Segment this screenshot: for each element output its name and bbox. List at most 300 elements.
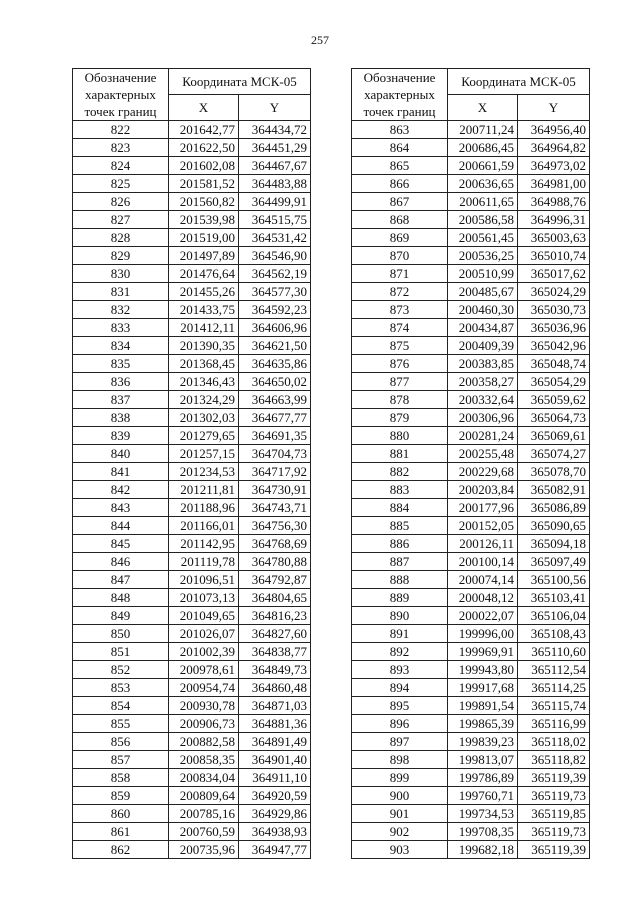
table-row bbox=[73, 499, 311, 517]
x-column-header: X bbox=[169, 95, 239, 121]
table-row bbox=[352, 751, 590, 769]
point-label-cell: 863 bbox=[352, 121, 448, 139]
y-value-cell: 364881,36 bbox=[239, 715, 311, 733]
point-label-cell: 857 bbox=[73, 751, 169, 769]
y-column-header: Y bbox=[518, 95, 590, 121]
point-label-cell: 830 bbox=[73, 265, 169, 283]
point-label-cell: 901 bbox=[352, 805, 448, 823]
y-value-cell: 365103,41 bbox=[518, 589, 590, 607]
x-value-cell: 200735,96 bbox=[169, 841, 239, 859]
table-row bbox=[352, 175, 590, 193]
x-value-cell: 200306,96 bbox=[448, 409, 518, 427]
point-label-cell: 899 bbox=[352, 769, 448, 787]
x-value-cell: 200229,68 bbox=[448, 463, 518, 481]
point-label-cell: 894 bbox=[352, 679, 448, 697]
x-value-cell: 201002,39 bbox=[169, 643, 239, 661]
y-value-cell: 364988,76 bbox=[518, 193, 590, 211]
x-value-cell: 200255,48 bbox=[448, 445, 518, 463]
point-label-cell: 891 bbox=[352, 625, 448, 643]
coordinates-table-left bbox=[72, 68, 311, 859]
point-label-cell: 827 bbox=[73, 211, 169, 229]
y-value-cell: 364849,73 bbox=[239, 661, 311, 679]
point-label-cell: 871 bbox=[352, 265, 448, 283]
table-row bbox=[352, 265, 590, 283]
point-label-cell: 881 bbox=[352, 445, 448, 463]
table-row bbox=[352, 445, 590, 463]
point-label-cell: 855 bbox=[73, 715, 169, 733]
table-row bbox=[73, 247, 311, 265]
point-label-cell: 892 bbox=[352, 643, 448, 661]
y-value-cell: 364592,23 bbox=[239, 301, 311, 319]
table-row bbox=[352, 661, 590, 679]
y-value-cell: 364929,86 bbox=[239, 805, 311, 823]
y-value-cell: 365074,27 bbox=[518, 445, 590, 463]
x-value-cell: 200048,12 bbox=[448, 589, 518, 607]
x-value-cell: 199865,39 bbox=[448, 715, 518, 733]
table-row bbox=[73, 193, 311, 211]
x-value-cell: 201026,07 bbox=[169, 625, 239, 643]
point-label-cell: 886 bbox=[352, 535, 448, 553]
y-value-cell: 365010,74 bbox=[518, 247, 590, 265]
point-label-cell: 889 bbox=[352, 589, 448, 607]
point-label-cell: 846 bbox=[73, 553, 169, 571]
x-value-cell: 200978,61 bbox=[169, 661, 239, 679]
table-row bbox=[73, 715, 311, 733]
x-value-cell: 200586,58 bbox=[448, 211, 518, 229]
y-value-cell: 365119,39 bbox=[518, 769, 590, 787]
table-row bbox=[73, 337, 311, 355]
table-row bbox=[352, 733, 590, 751]
y-value-cell: 364938,93 bbox=[239, 823, 311, 841]
y-value-cell: 364743,71 bbox=[239, 499, 311, 517]
y-value-cell: 364792,87 bbox=[239, 571, 311, 589]
y-value-cell: 365090,65 bbox=[518, 517, 590, 535]
point-label-cell: 900 bbox=[352, 787, 448, 805]
x-value-cell: 201412,11 bbox=[169, 319, 239, 337]
table-row bbox=[352, 463, 590, 481]
point-label-cell: 869 bbox=[352, 229, 448, 247]
point-label-cell: 847 bbox=[73, 571, 169, 589]
table-row bbox=[73, 787, 311, 805]
x-value-cell: 200882,58 bbox=[169, 733, 239, 751]
y-value-cell: 365003,63 bbox=[518, 229, 590, 247]
table-row bbox=[73, 445, 311, 463]
point-label-cell: 854 bbox=[73, 697, 169, 715]
y-value-cell: 364621,50 bbox=[239, 337, 311, 355]
x-value-cell: 201211,81 bbox=[169, 481, 239, 499]
x-value-cell: 201119,78 bbox=[169, 553, 239, 571]
x-value-cell: 200485,67 bbox=[448, 283, 518, 301]
x-value-cell: 201519,00 bbox=[169, 229, 239, 247]
y-value-cell: 364677,77 bbox=[239, 409, 311, 427]
table-row bbox=[352, 427, 590, 445]
table-row bbox=[352, 679, 590, 697]
point-label-cell: 862 bbox=[73, 841, 169, 859]
table-row bbox=[73, 157, 311, 175]
y-value-cell: 364451,29 bbox=[239, 139, 311, 157]
table-row bbox=[73, 139, 311, 157]
x-value-cell: 199708,35 bbox=[448, 823, 518, 841]
x-value-cell: 201142,95 bbox=[169, 535, 239, 553]
table-row bbox=[73, 571, 311, 589]
x-value-cell: 199682,18 bbox=[448, 841, 518, 859]
point-label-cell: 873 bbox=[352, 301, 448, 319]
y-value-cell: 365078,70 bbox=[518, 463, 590, 481]
table-row bbox=[352, 823, 590, 841]
y-value-cell: 365112,54 bbox=[518, 661, 590, 679]
x-value-cell: 199996,00 bbox=[448, 625, 518, 643]
x-value-cell: 200834,04 bbox=[169, 769, 239, 787]
y-value-cell: 364871,03 bbox=[239, 697, 311, 715]
table-row bbox=[352, 139, 590, 157]
y-value-cell: 364891,49 bbox=[239, 733, 311, 751]
point-label-cell: 850 bbox=[73, 625, 169, 643]
point-label-cell: 839 bbox=[73, 427, 169, 445]
y-value-cell: 365110,60 bbox=[518, 643, 590, 661]
table-row bbox=[352, 121, 590, 139]
coordinate-group-header: Координата МСК-05 bbox=[169, 69, 311, 95]
table-row bbox=[352, 787, 590, 805]
point-label-cell: 866 bbox=[352, 175, 448, 193]
x-value-cell: 201049,65 bbox=[169, 607, 239, 625]
x-value-cell: 200100,14 bbox=[448, 553, 518, 571]
y-value-cell: 364546,90 bbox=[239, 247, 311, 265]
x-value-cell: 200536,25 bbox=[448, 247, 518, 265]
point-label-cell: 876 bbox=[352, 355, 448, 373]
y-value-cell: 364981,00 bbox=[518, 175, 590, 193]
point-label-cell: 841 bbox=[73, 463, 169, 481]
point-label-cell: 888 bbox=[352, 571, 448, 589]
table-row bbox=[352, 211, 590, 229]
x-value-cell: 201433,75 bbox=[169, 301, 239, 319]
y-value-cell: 364827,60 bbox=[239, 625, 311, 643]
x-value-cell: 201166,01 bbox=[169, 517, 239, 535]
x-value-cell: 201539,98 bbox=[169, 211, 239, 229]
coordinates-table-right bbox=[351, 68, 590, 859]
point-label-cell: 825 bbox=[73, 175, 169, 193]
y-value-cell: 365082,91 bbox=[518, 481, 590, 499]
table-row bbox=[352, 409, 590, 427]
table-row bbox=[73, 355, 311, 373]
table-row bbox=[352, 499, 590, 517]
point-label-cell: 884 bbox=[352, 499, 448, 517]
point-label-cell: 849 bbox=[73, 607, 169, 625]
y-value-cell: 365069,61 bbox=[518, 427, 590, 445]
y-value-cell: 364964,82 bbox=[518, 139, 590, 157]
x-value-cell: 200126,11 bbox=[448, 535, 518, 553]
point-label-cell: 826 bbox=[73, 193, 169, 211]
y-value-cell: 365059,62 bbox=[518, 391, 590, 409]
y-value-cell: 364704,73 bbox=[239, 445, 311, 463]
point-label-cell: 838 bbox=[73, 409, 169, 427]
table-row bbox=[352, 769, 590, 787]
y-value-cell: 364577,30 bbox=[239, 283, 311, 301]
y-value-cell: 365114,25 bbox=[518, 679, 590, 697]
x-value-cell: 200409,39 bbox=[448, 337, 518, 355]
table-row bbox=[73, 553, 311, 571]
x-value-cell: 200661,59 bbox=[448, 157, 518, 175]
point-label-cell: 902 bbox=[352, 823, 448, 841]
y-value-cell: 364947,77 bbox=[239, 841, 311, 859]
y-value-cell: 364996,31 bbox=[518, 211, 590, 229]
table-body-left bbox=[73, 121, 311, 859]
point-label-cell: 865 bbox=[352, 157, 448, 175]
x-value-cell: 201096,51 bbox=[169, 571, 239, 589]
point-label-cell: 848 bbox=[73, 589, 169, 607]
x-value-cell: 200611,65 bbox=[448, 193, 518, 211]
y-value-cell: 365048,74 bbox=[518, 355, 590, 373]
table-row bbox=[73, 679, 311, 697]
x-value-cell: 200434,87 bbox=[448, 319, 518, 337]
y-value-cell: 365042,96 bbox=[518, 337, 590, 355]
x-value-cell: 200358,27 bbox=[448, 373, 518, 391]
table-row bbox=[352, 553, 590, 571]
point-label-cell: 868 bbox=[352, 211, 448, 229]
point-label-cell: 842 bbox=[73, 481, 169, 499]
table-row bbox=[73, 841, 311, 859]
x-value-cell: 199786,89 bbox=[448, 769, 518, 787]
table-row bbox=[73, 319, 311, 337]
table-row bbox=[73, 211, 311, 229]
y-value-cell: 365108,43 bbox=[518, 625, 590, 643]
table-row bbox=[73, 607, 311, 625]
x-value-cell: 201455,26 bbox=[169, 283, 239, 301]
point-label-cell: 836 bbox=[73, 373, 169, 391]
y-value-cell: 364911,10 bbox=[239, 769, 311, 787]
point-label-cell: 898 bbox=[352, 751, 448, 769]
x-value-cell: 199891,54 bbox=[448, 697, 518, 715]
y-value-cell: 365054,29 bbox=[518, 373, 590, 391]
x-value-cell: 201188,96 bbox=[169, 499, 239, 517]
point-label-cell: 874 bbox=[352, 319, 448, 337]
y-value-cell: 364606,96 bbox=[239, 319, 311, 337]
table-row bbox=[73, 121, 311, 139]
y-value-cell: 364499,91 bbox=[239, 193, 311, 211]
table-row bbox=[73, 229, 311, 247]
table-row bbox=[73, 409, 311, 427]
x-value-cell: 201279,65 bbox=[169, 427, 239, 445]
y-value-cell: 365024,29 bbox=[518, 283, 590, 301]
x-value-cell: 199839,23 bbox=[448, 733, 518, 751]
x-value-cell: 200760,59 bbox=[169, 823, 239, 841]
table-row bbox=[352, 283, 590, 301]
table-row bbox=[73, 805, 311, 823]
x-value-cell: 201581,52 bbox=[169, 175, 239, 193]
table-row bbox=[352, 643, 590, 661]
x-value-cell: 199943,80 bbox=[448, 661, 518, 679]
x-value-cell: 201234,53 bbox=[169, 463, 239, 481]
y-value-cell: 364730,91 bbox=[239, 481, 311, 499]
y-value-cell: 364860,48 bbox=[239, 679, 311, 697]
y-value-cell: 365106,04 bbox=[518, 607, 590, 625]
point-label-cell: 867 bbox=[352, 193, 448, 211]
table-row bbox=[73, 589, 311, 607]
table-row bbox=[352, 841, 590, 859]
point-label-cell: 824 bbox=[73, 157, 169, 175]
point-label-cell: 864 bbox=[352, 139, 448, 157]
coordinate-group-header: Координата МСК-05 bbox=[448, 69, 590, 95]
y-value-cell: 364650,02 bbox=[239, 373, 311, 391]
y-value-cell: 365064,73 bbox=[518, 409, 590, 427]
x-value-cell: 199813,07 bbox=[448, 751, 518, 769]
x-value-cell: 201476,64 bbox=[169, 265, 239, 283]
x-value-cell: 200561,45 bbox=[448, 229, 518, 247]
table-row bbox=[352, 319, 590, 337]
x-value-cell: 201602,08 bbox=[169, 157, 239, 175]
point-label-cell: 893 bbox=[352, 661, 448, 679]
point-label-cell: 831 bbox=[73, 283, 169, 301]
y-value-cell: 364780,88 bbox=[239, 553, 311, 571]
x-value-cell: 200332,64 bbox=[448, 391, 518, 409]
x-value-cell: 201560,82 bbox=[169, 193, 239, 211]
y-value-cell: 365119,73 bbox=[518, 823, 590, 841]
table-row bbox=[73, 661, 311, 679]
x-value-cell: 200636,65 bbox=[448, 175, 518, 193]
y-value-cell: 365094,18 bbox=[518, 535, 590, 553]
table-row bbox=[73, 823, 311, 841]
table-row bbox=[73, 373, 311, 391]
x-value-cell: 201302,03 bbox=[169, 409, 239, 427]
y-value-cell: 364838,77 bbox=[239, 643, 311, 661]
x-value-cell: 199760,71 bbox=[448, 787, 518, 805]
table-row bbox=[73, 535, 311, 553]
label-column-header: Обозначение характерных точек границ bbox=[73, 69, 169, 121]
x-value-cell: 201257,15 bbox=[169, 445, 239, 463]
table-row bbox=[73, 391, 311, 409]
y-value-cell: 365119,85 bbox=[518, 805, 590, 823]
y-value-cell: 365097,49 bbox=[518, 553, 590, 571]
point-label-cell: 829 bbox=[73, 247, 169, 265]
x-value-cell: 201390,35 bbox=[169, 337, 239, 355]
x-value-cell: 200152,05 bbox=[448, 517, 518, 535]
point-label-cell: 832 bbox=[73, 301, 169, 319]
y-value-cell: 364663,99 bbox=[239, 391, 311, 409]
point-label-cell: 835 bbox=[73, 355, 169, 373]
point-label-cell: 853 bbox=[73, 679, 169, 697]
point-label-cell: 875 bbox=[352, 337, 448, 355]
table-row bbox=[352, 301, 590, 319]
x-value-cell: 199734,53 bbox=[448, 805, 518, 823]
point-label-cell: 828 bbox=[73, 229, 169, 247]
table-row bbox=[73, 463, 311, 481]
y-column-header: Y bbox=[239, 95, 311, 121]
y-value-cell: 365030,73 bbox=[518, 301, 590, 319]
table-row bbox=[352, 337, 590, 355]
table-row bbox=[73, 625, 311, 643]
point-label-cell: 845 bbox=[73, 535, 169, 553]
point-label-cell: 880 bbox=[352, 427, 448, 445]
point-label-cell: 896 bbox=[352, 715, 448, 733]
x-value-cell: 201368,45 bbox=[169, 355, 239, 373]
table-row bbox=[352, 607, 590, 625]
table-row bbox=[73, 769, 311, 787]
table-row bbox=[352, 805, 590, 823]
x-value-cell: 200460,30 bbox=[448, 301, 518, 319]
y-value-cell: 365115,74 bbox=[518, 697, 590, 715]
table-row bbox=[352, 355, 590, 373]
y-value-cell: 364434,72 bbox=[239, 121, 311, 139]
table-row bbox=[352, 193, 590, 211]
table-row bbox=[73, 301, 311, 319]
label-column-header: Обозначение характерных точек границ bbox=[352, 69, 448, 121]
point-label-cell: 851 bbox=[73, 643, 169, 661]
y-value-cell: 364756,30 bbox=[239, 517, 311, 535]
point-label-cell: 872 bbox=[352, 283, 448, 301]
page-number: 257 bbox=[311, 33, 329, 47]
y-value-cell: 365116,99 bbox=[518, 715, 590, 733]
point-label-cell: 897 bbox=[352, 733, 448, 751]
y-value-cell: 364768,69 bbox=[239, 535, 311, 553]
table-row bbox=[73, 481, 311, 499]
table-row bbox=[73, 643, 311, 661]
y-value-cell: 365100,56 bbox=[518, 571, 590, 589]
point-label-cell: 861 bbox=[73, 823, 169, 841]
x-value-cell: 200785,16 bbox=[169, 805, 239, 823]
table-row bbox=[352, 517, 590, 535]
point-label-cell: 840 bbox=[73, 445, 169, 463]
table-row bbox=[352, 481, 590, 499]
table-row bbox=[73, 427, 311, 445]
table-row bbox=[352, 535, 590, 553]
table-row bbox=[352, 589, 590, 607]
table-row bbox=[352, 157, 590, 175]
x-value-cell: 200954,74 bbox=[169, 679, 239, 697]
point-label-cell: 843 bbox=[73, 499, 169, 517]
x-value-cell: 201642,77 bbox=[169, 121, 239, 139]
x-value-cell: 200281,24 bbox=[448, 427, 518, 445]
y-value-cell: 364635,86 bbox=[239, 355, 311, 373]
x-value-cell: 199969,91 bbox=[448, 643, 518, 661]
x-value-cell: 200711,24 bbox=[448, 121, 518, 139]
y-value-cell: 364973,02 bbox=[518, 157, 590, 175]
y-value-cell: 364562,19 bbox=[239, 265, 311, 283]
point-label-cell: 887 bbox=[352, 553, 448, 571]
point-label-cell: 837 bbox=[73, 391, 169, 409]
x-value-cell: 200510,99 bbox=[448, 265, 518, 283]
table-row bbox=[352, 247, 590, 265]
y-value-cell: 365118,82 bbox=[518, 751, 590, 769]
y-value-cell: 365119,73 bbox=[518, 787, 590, 805]
y-value-cell: 365086,89 bbox=[518, 499, 590, 517]
y-value-cell: 365118,02 bbox=[518, 733, 590, 751]
y-value-cell: 365119,39 bbox=[518, 841, 590, 859]
y-value-cell: 364804,65 bbox=[239, 589, 311, 607]
point-label-cell: 890 bbox=[352, 607, 448, 625]
x-value-cell: 200809,64 bbox=[169, 787, 239, 805]
y-value-cell: 364956,40 bbox=[518, 121, 590, 139]
x-value-cell: 201497,89 bbox=[169, 247, 239, 265]
point-label-cell: 844 bbox=[73, 517, 169, 535]
table-row bbox=[352, 373, 590, 391]
table-row bbox=[73, 283, 311, 301]
x-value-cell: 201622,50 bbox=[169, 139, 239, 157]
table-row bbox=[352, 697, 590, 715]
x-column-header: X bbox=[448, 95, 518, 121]
x-value-cell: 200383,85 bbox=[448, 355, 518, 373]
point-label-cell: 823 bbox=[73, 139, 169, 157]
point-label-cell: 895 bbox=[352, 697, 448, 715]
point-label-cell: 883 bbox=[352, 481, 448, 499]
x-value-cell: 199917,68 bbox=[448, 679, 518, 697]
table-row bbox=[73, 751, 311, 769]
table-row bbox=[352, 625, 590, 643]
table-row bbox=[73, 733, 311, 751]
x-value-cell: 200074,14 bbox=[448, 571, 518, 589]
point-label-cell: 852 bbox=[73, 661, 169, 679]
table-row bbox=[73, 265, 311, 283]
y-value-cell: 364691,35 bbox=[239, 427, 311, 445]
y-value-cell: 364816,23 bbox=[239, 607, 311, 625]
